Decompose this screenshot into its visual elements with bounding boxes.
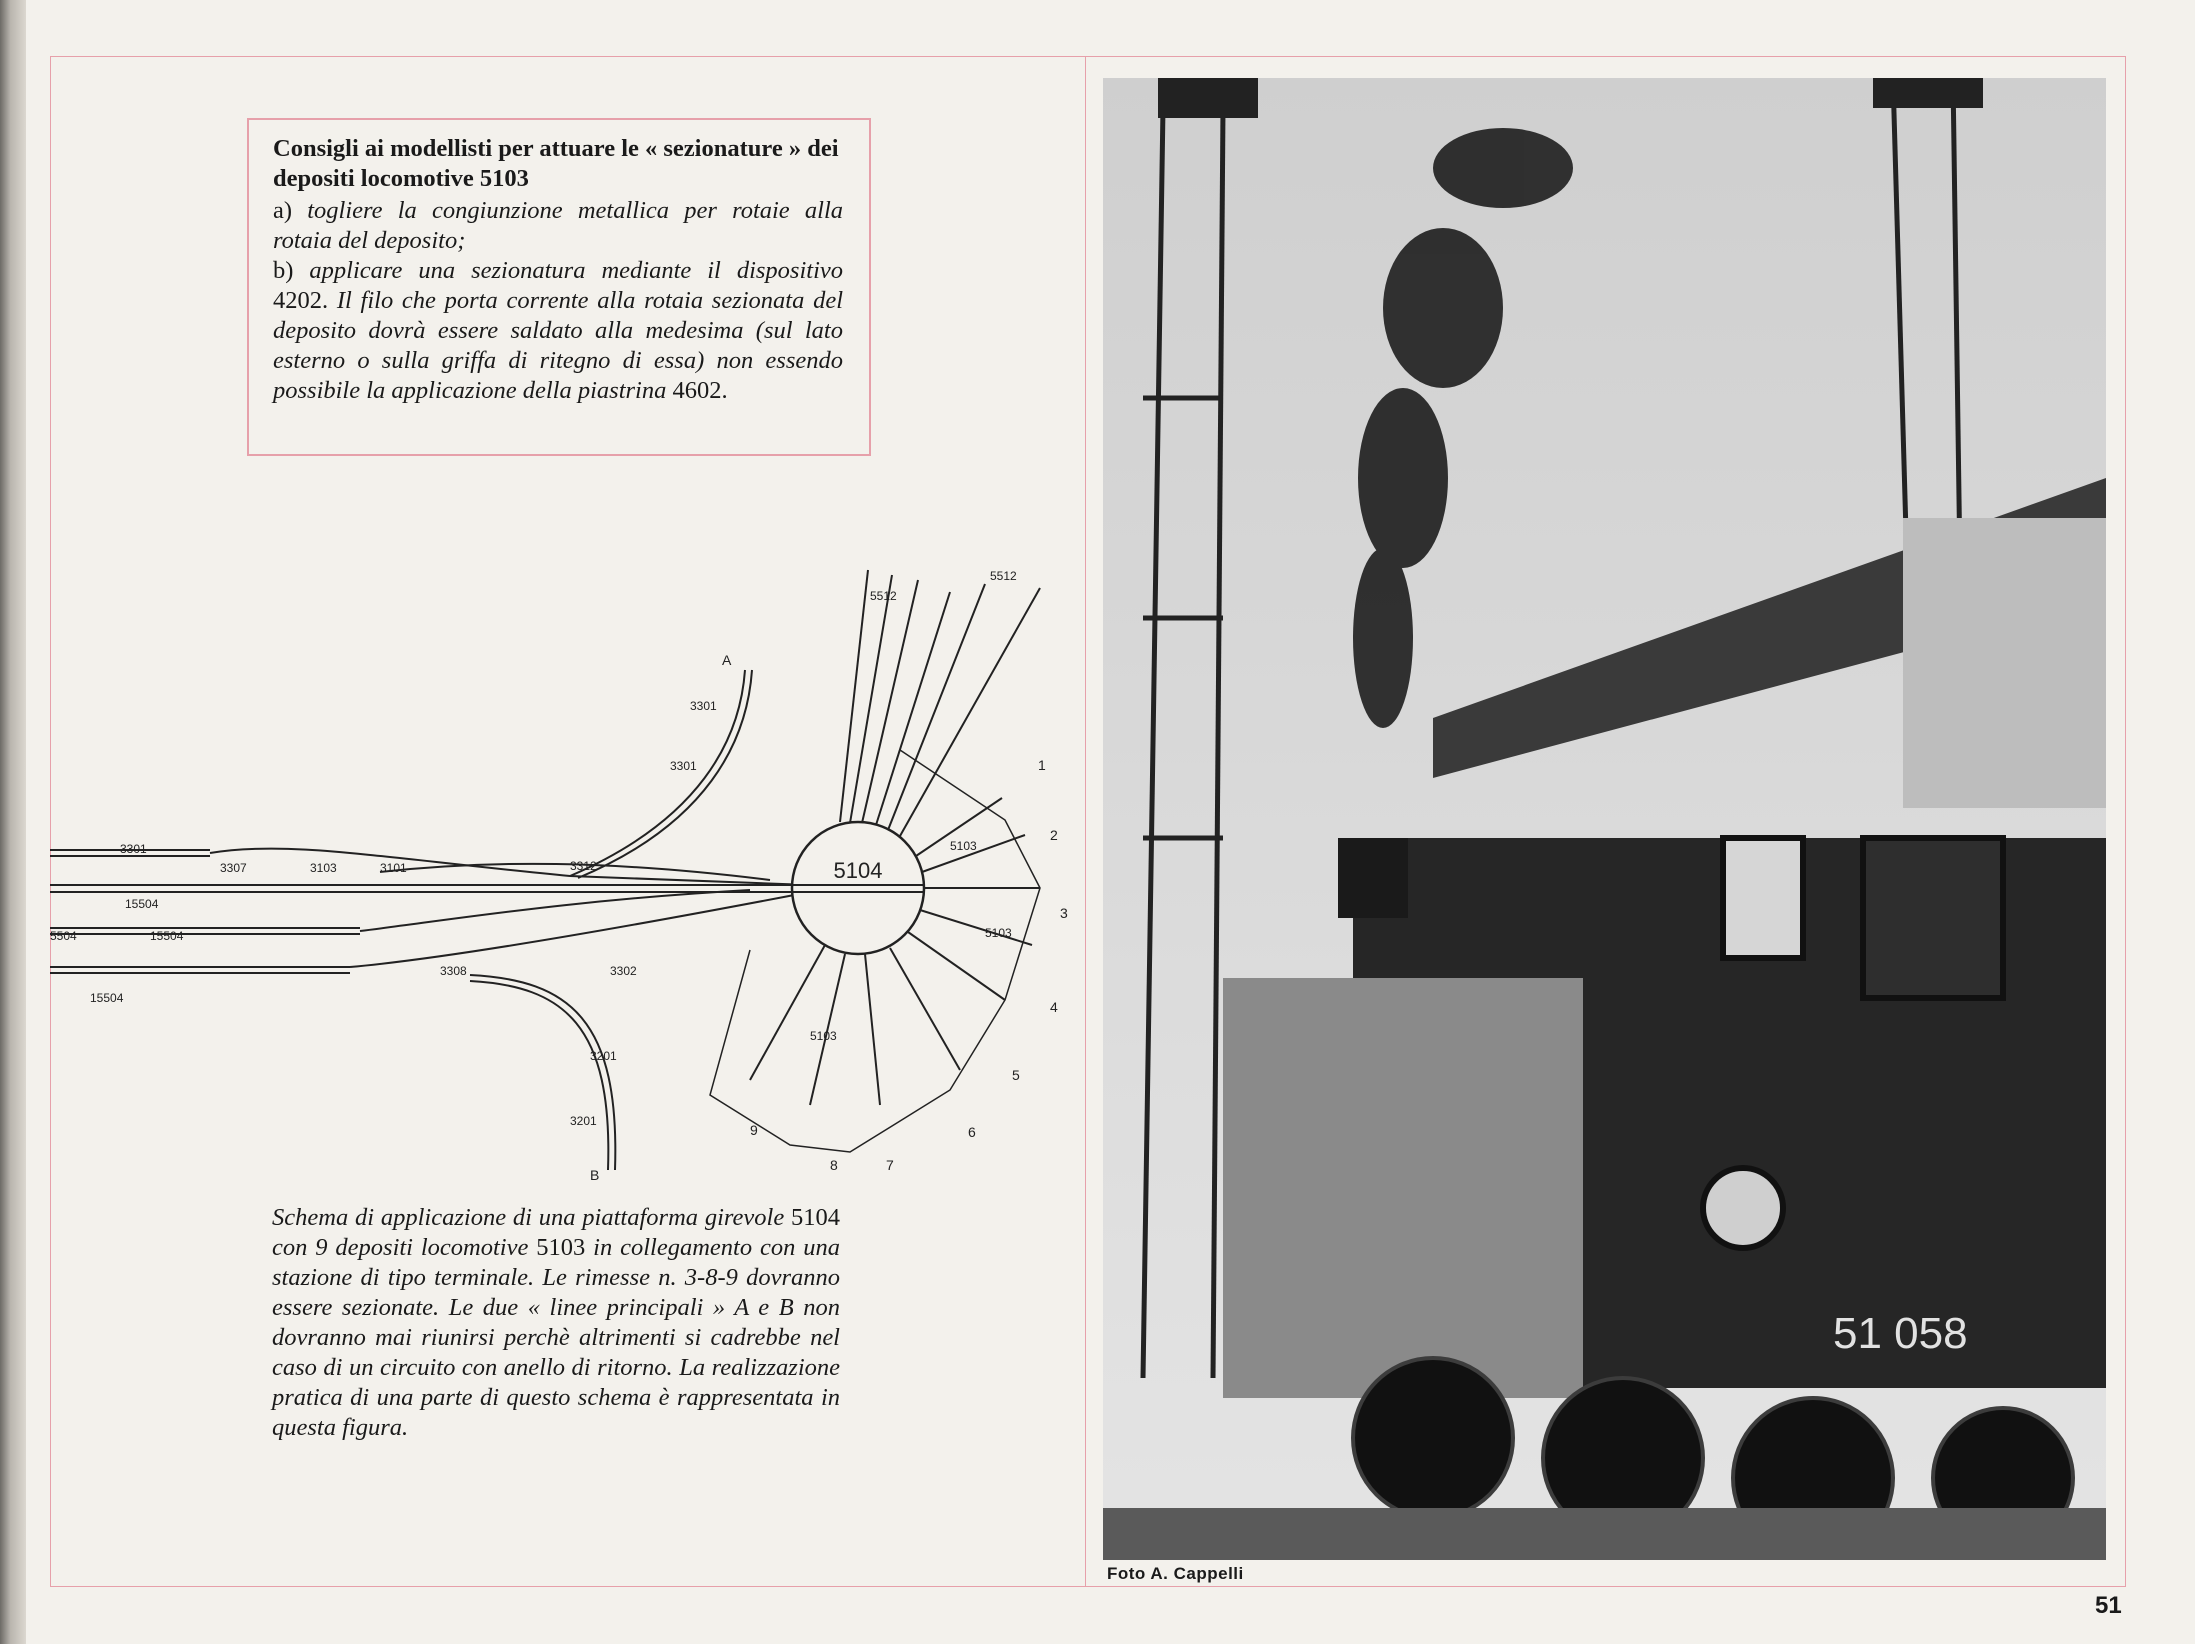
tip-a: a) togliere la congiunzione metallica per rotaie alla rotaia del deposito; [273, 197, 843, 254]
locomotive-photo [1103, 78, 2106, 1560]
page-number: 51 [2095, 1592, 2122, 1619]
code-3302: 3302 [610, 964, 637, 978]
code-15504-c: 15504 [90, 991, 124, 1005]
book-spine [0, 0, 26, 1644]
shed-5: 5 [1012, 1067, 1020, 1083]
code-3201-a: 3201 [590, 1049, 617, 1063]
code-3103: 3103 [310, 861, 337, 875]
shed-6: 6 [968, 1124, 976, 1140]
line-b-label: B [590, 1167, 600, 1183]
shed-9: 9 [750, 1122, 758, 1138]
code-15504-a: 15504 [125, 897, 159, 911]
shed-code-8: 5103 [810, 1029, 837, 1043]
shed-code-2: 5103 [950, 839, 977, 853]
turntable-5104 [792, 822, 924, 954]
photo-credit: Foto A. Cappelli [1107, 1564, 1244, 1583]
code-3101: 3101 [380, 861, 407, 875]
code-3301-c: 3301 [120, 842, 147, 856]
top-code-1: 5512 [870, 589, 897, 603]
code-3201-b: 3201 [570, 1114, 597, 1128]
tip-b: b) applicare una sezionatura mediante il dispositivo 4202. Il filo che porta corrente alla rotaia sezionata del deposito dovrà essere saldato alla medesima (sul lato esterno o sulla griffa di ritegno di essa) non essendo possibile la applicazione della piastrina 4602. [273, 257, 843, 404]
shed-2: 2 [1050, 827, 1058, 843]
line-a-label: A [722, 652, 732, 668]
shed-code-3: 5103 [985, 926, 1012, 940]
code-5504: 5504 [50, 929, 77, 943]
track-diagram [50, 480, 1090, 1200]
turntable-label: 5104 [833, 858, 883, 883]
modeler-tips-box [247, 118, 871, 456]
code-3308: 3308 [440, 964, 467, 978]
shed-7: 7 [886, 1157, 894, 1173]
tips-title: Consigli ai modellisti per attuare le « sezionature » dei depositi locomotive 5103 [273, 135, 839, 192]
code-3301-b: 3301 [670, 759, 697, 773]
code-3307: 3307 [220, 861, 247, 875]
shed-4: 4 [1050, 999, 1058, 1015]
shed-1: 1 [1038, 757, 1046, 773]
shed-8: 8 [830, 1157, 838, 1173]
code-3312: 3312 [570, 859, 597, 873]
top-code-2: 5512 [990, 569, 1017, 583]
loco-number: 51 058 [1833, 1309, 1968, 1358]
shed-3: 3 [1060, 905, 1068, 921]
code-15504-b: 15504 [150, 929, 184, 943]
code-3301-a: 3301 [690, 699, 717, 713]
diagram-caption: Schema di applicazione di una piattaforma girevole 5104 con 9 depositi locomotive 5103 in collegamento con una stazione di tipo terminale. Le rimesse n. 3-8-9 dovranno essere sezionate. Le due « linee principali » A e B non dovranno mai riunirsi perchè altrimenti si cadrebbe nel caso di un circuito con anello di ritorno. La realizzazione pratica di una parte di questo schema è rappresentata in questa figura. [272, 1204, 840, 1441]
